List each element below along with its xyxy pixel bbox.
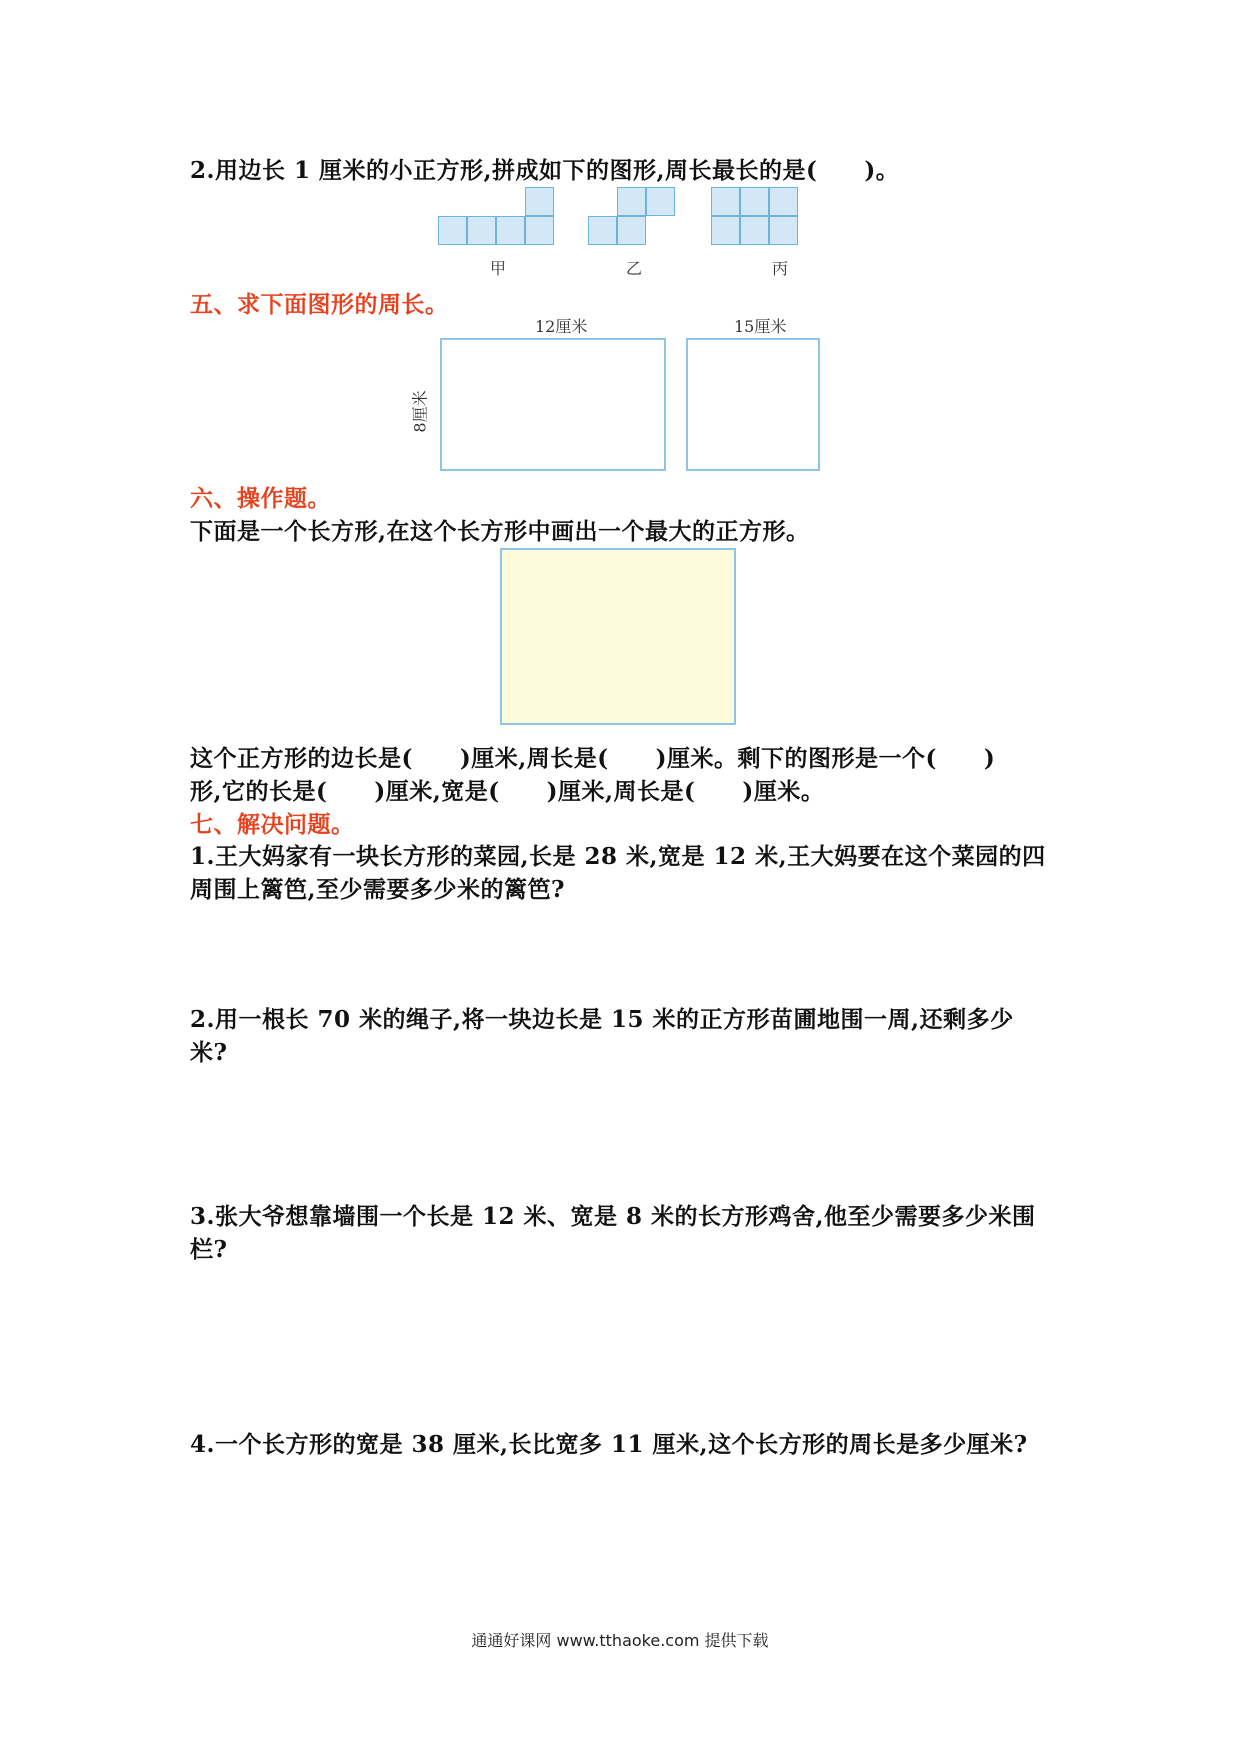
footer-source: 通通好课网 www.tthaoke.com 提供下载 (471, 1631, 769, 1650)
drawing-rectangle[interactable] (500, 548, 736, 725)
section-6-fill-line-2: 形,它的长是( )厘米,宽是( )厘米,周长是( )厘米。 (190, 778, 825, 805)
question-2-choice: 2.用边长 1 厘米的小正方形,拼成如下的图形,周长最长的是( )。 (190, 157, 900, 184)
figure-label-jia: 甲 (490, 259, 507, 278)
section-6-heading: 六、操作题。 (190, 485, 331, 512)
problem-2-line-2: 米? (190, 1039, 228, 1066)
problem-3-line-2: 栏? (190, 1236, 228, 1263)
rect1-top-label: 12厘米 (535, 317, 588, 336)
problem-3-line-1: 3.张大爷想靠墙围一个长是 12 米、宽是 8 米的长方形鸡舍,他至少需要多少米围 (190, 1203, 1036, 1230)
rect1-side-label: 8厘米 (410, 390, 430, 433)
rectangle-12x8 (440, 338, 666, 471)
problem-2-line-1: 2.用一根长 70 米的绳子,将一块边长是 15 米的正方形苗圃地围一周,还剩多少 (190, 1006, 1014, 1033)
problem-1-line-1: 1.王大妈家有一块长方形的菜园,长是 28 米,宽是 12 米,王大妈要在这个菜园的四 (190, 843, 1046, 870)
section-6-instruction: 下面是一个长方形,在这个长方形中画出一个最大的正方形。 (190, 518, 810, 545)
section-5-heading: 五、求下面图形的周长。 (190, 291, 449, 318)
rect2-top-label: 15厘米 (734, 317, 787, 336)
problem-4-line-1: 4.一个长方形的宽是 38 厘米,长比宽多 11 厘米,这个长方形的周长是多少厘米? (190, 1431, 1028, 1458)
problem-1-line-2: 周围上篱笆,至少需要多少米的篱笆? (190, 876, 565, 903)
figure-label-yi: 乙 (626, 259, 643, 278)
section-6-fill-line-1: 这个正方形的边长是( )厘米,周长是( )厘米。剩下的图形是一个( ) (190, 745, 996, 772)
square-15 (686, 338, 820, 471)
figure-label-bing: 丙 (772, 259, 789, 278)
section-7-heading: 七、解决问题。 (190, 811, 355, 838)
